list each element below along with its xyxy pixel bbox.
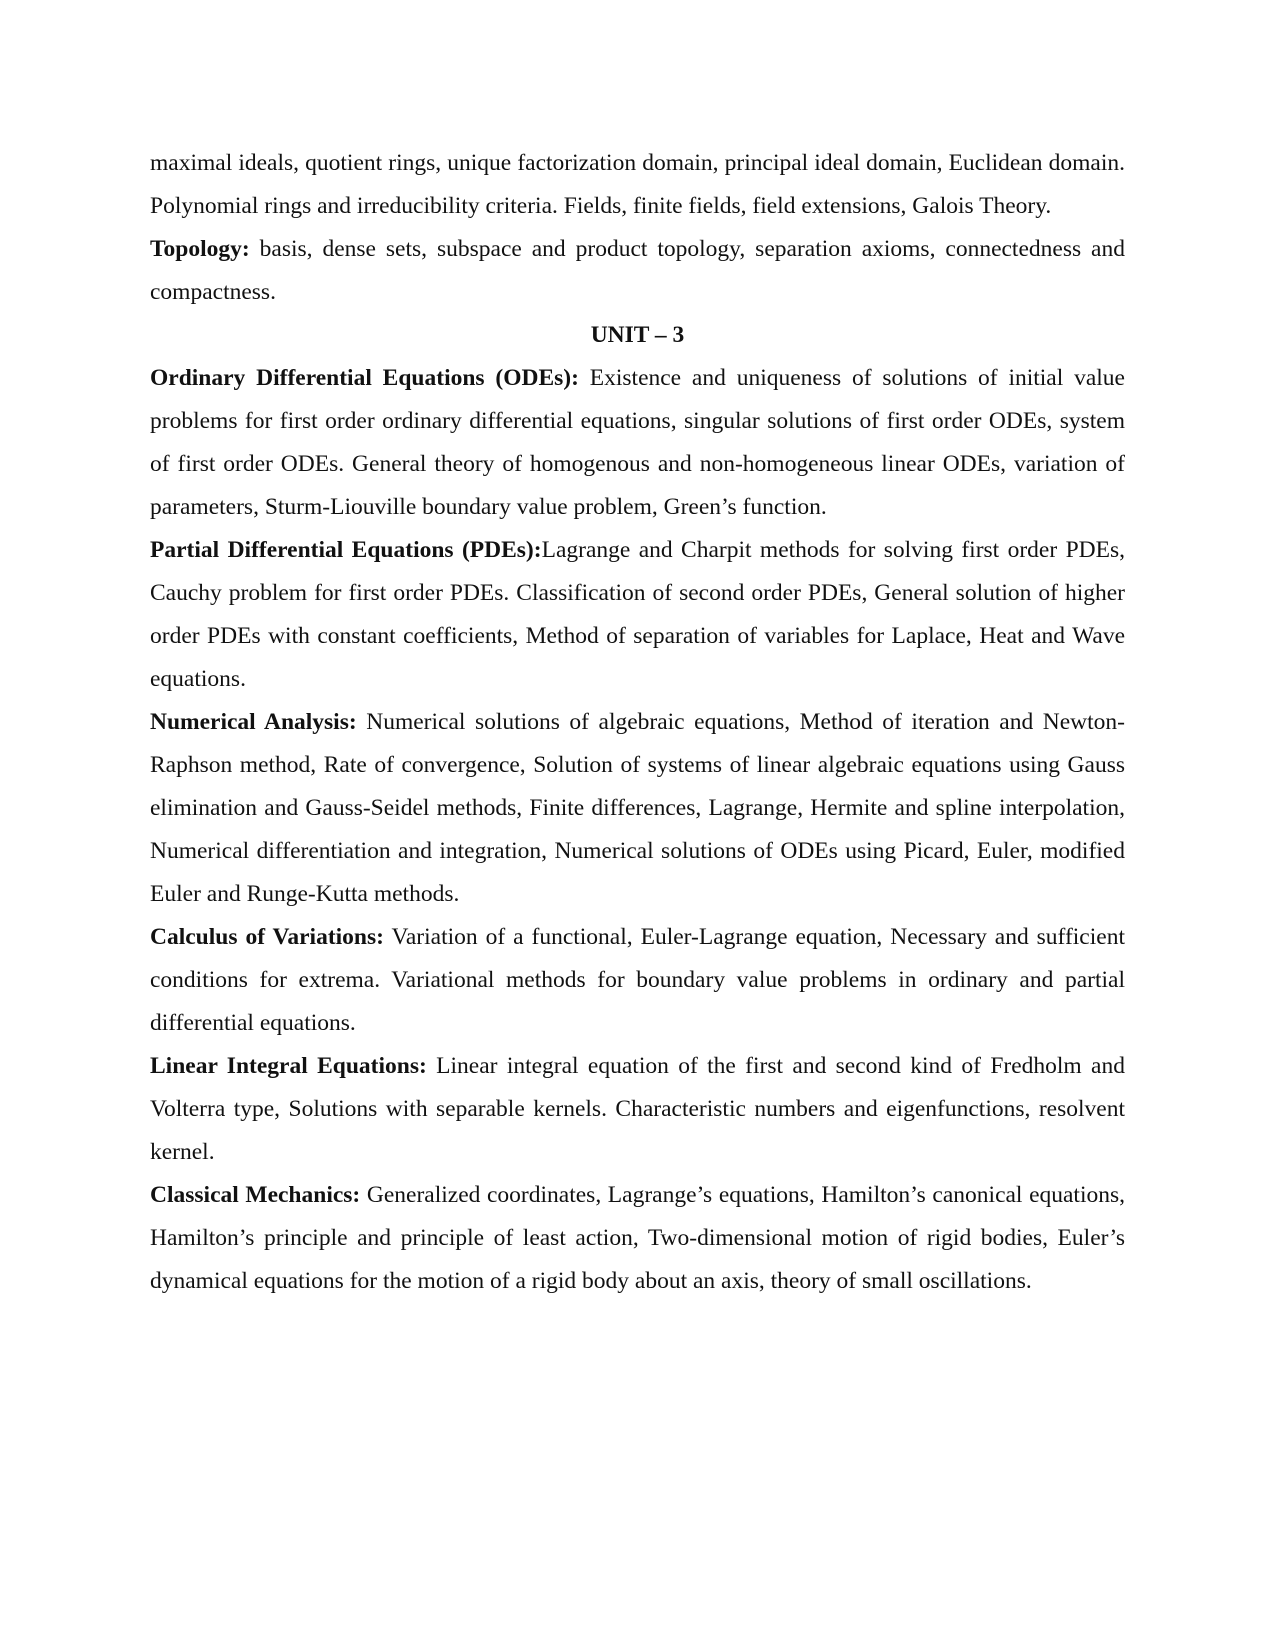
intro-paragraph	[150, 142, 1125, 228]
section-heading: Calculus of Variations:	[150, 924, 384, 950]
section-heading: Numerical Analysis:	[150, 709, 357, 735]
section-text: Variation of a functional, Euler-Lagrange equation, Necessary and sufficient conditions for extrema. Variational methods for boundary value problems in ordinary and partial differential equations.	[150, 924, 1125, 1036]
section-heading: Linear Integral Equations:	[150, 1053, 427, 1079]
section-heading: Partial Differential Equations (PDEs):	[150, 537, 542, 563]
section-linear-integral-equations	[150, 1045, 1125, 1174]
section-text: Generalized coordinates, Lagrange’s equations, Hamilton’s canonical equations, Hamilton’s principle and principle of least action, Two-dimensional motion of rigid bodies, Euler’s dynamical equations for the motion of a rigid body about an axis, theory of small oscillations.	[150, 1182, 1126, 1294]
section-text: Numerical solutions of algebraic equations, Method of iteration and Newton-Raphson method, Rate of convergence, Solution of systems of linear algebraic equations using Gauss elimination and Gauss-Seidel methods, Finite differences, Lagrange, Hermite and spline interpolation, Numerical differentiation and integration, Numerical solutions of ODEs using Picard, Euler, modified Euler and Runge-Kutta methods.	[150, 709, 1125, 907]
section-calculus-of-variations	[150, 916, 1125, 1045]
document-page	[150, 142, 1125, 1303]
section-numerical-analysis	[150, 701, 1125, 916]
section-heading: Ordinary Differential Equations (ODEs):	[150, 365, 579, 391]
section-classical-mechanics	[150, 1174, 1125, 1303]
intro-text: maximal ideals, quotient rings, unique factorization domain, principal ideal domain, Euclidean domain. Polynomial rings and irreducibility criteria. Fields, finite fields, field extensions, Galois Theory.	[150, 150, 1125, 219]
section-heading: Classical Mechanics:	[150, 1182, 361, 1208]
section-pdes	[150, 529, 1125, 701]
section-odes	[150, 357, 1125, 529]
section-text: Lagrange and Charpit methods for solving first order PDEs, Cauchy problem for first order PDEs. Classification of second order PDEs, General solution of higher order PDEs with constant coefficients, Method of separation of variables for Laplace, Heat and Wave equations.	[150, 537, 1125, 692]
topology-heading: Topology:	[150, 236, 250, 262]
section-text: Linear integral equation of the first and second kind of Fredholm and Volterra type, Solutions with separable kernels. Characteristic numbers and eigenfunctions, resolvent kernel.	[150, 1053, 1125, 1165]
unit-heading: UNIT – 3	[590, 322, 685, 348]
section-text: Existence and uniqueness of solutions of initial value problems for first order ordinary differential equations, singular solutions of first order ODEs, system of first order ODEs. General theory of homogenous and non-homogeneous linear ODEs, variation of parameters, Sturm-Liouville boundary value problem, Green’s function.	[150, 365, 1125, 520]
topology-paragraph	[150, 228, 1125, 314]
topology-text: basis, dense sets, subspace and product topology, separation axioms, connectedness and compactness.	[150, 236, 1125, 305]
